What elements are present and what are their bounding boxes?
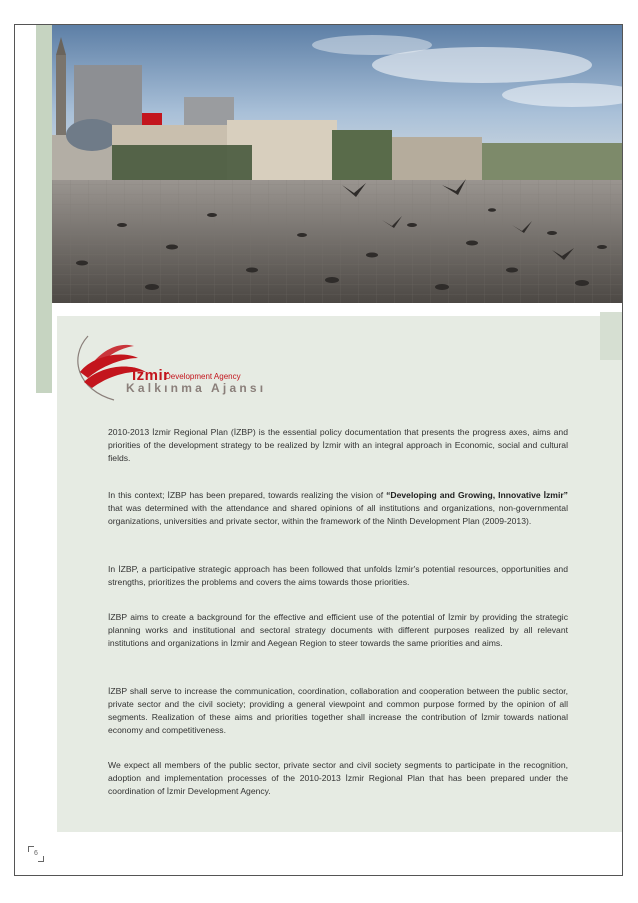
paragraph-intro: 2010-2013 İzmir Regional Plan (İZBP) is the essential policy documentation that presents the progress axes, aims and priorities of the development strategy to be realized by İzmir with an integral approach in Economic, social and cultural fields. xyxy=(108,427,568,463)
decorative-strip-left xyxy=(36,25,52,393)
paragraph-context-after: that was determined with the attendance and shared opinions of all institutions and organizations, non-governmental organizations, universities and private sector, within the framework of the Ninth Development Plan (2009-2013). xyxy=(108,503,568,526)
paragraph-approach: In İZBP, a participative strategic approach has been followed that unfolds İzmir's potential resources, opportunities and strengths, prioritizes the problems and covers the aims towards those priorities. xyxy=(108,564,568,587)
paragraph-cooperation: İZBP shall serve to increase the communication, coordination, collaboration and cooperation between the public sector, private sector and the civil society; providing a general viewpoint and common purpose formed by the opinion of all segments. Realization of these aims and priorities together shall increase the contribution of İzmir towards national economy and competitiveness. xyxy=(108,686,568,735)
paragraph-aims: İZBP aims to create a background for the effective and efficient use of the potential of İzmir by providing the strategic planning works and institutional and sectoral strategy documents with different purposes realized by all relevant institutions and organizations in İzmir and Aegean Region to steer towards the same priorities and aims. xyxy=(108,612,568,648)
decorative-strip-right xyxy=(600,312,622,360)
vision-statement: “Developing and Growing, Innovative İzmir” xyxy=(386,490,568,500)
logo-agency-name: Kalkınma Ajansı xyxy=(126,381,267,395)
izmir-development-agency-logo xyxy=(74,328,274,408)
logo-brand: İzmir xyxy=(132,367,170,384)
konak-square-photo xyxy=(52,25,622,303)
logo-tagline: Development Agency xyxy=(165,372,241,381)
paragraph-expectation: We expect all members of the public sector, private sector and civil society segments to participate in the recognition, adoption and implementation processes of the 2010-2013 İzmir Regional Plan that has been prepared under the coordination of İzmir Development Agency. xyxy=(108,760,568,796)
page-number: 6 xyxy=(28,846,44,862)
paragraph-context-before: In this context; İZBP has been prepared, towards realizing the vision of xyxy=(108,490,387,500)
paragraph-context xyxy=(108,489,568,528)
